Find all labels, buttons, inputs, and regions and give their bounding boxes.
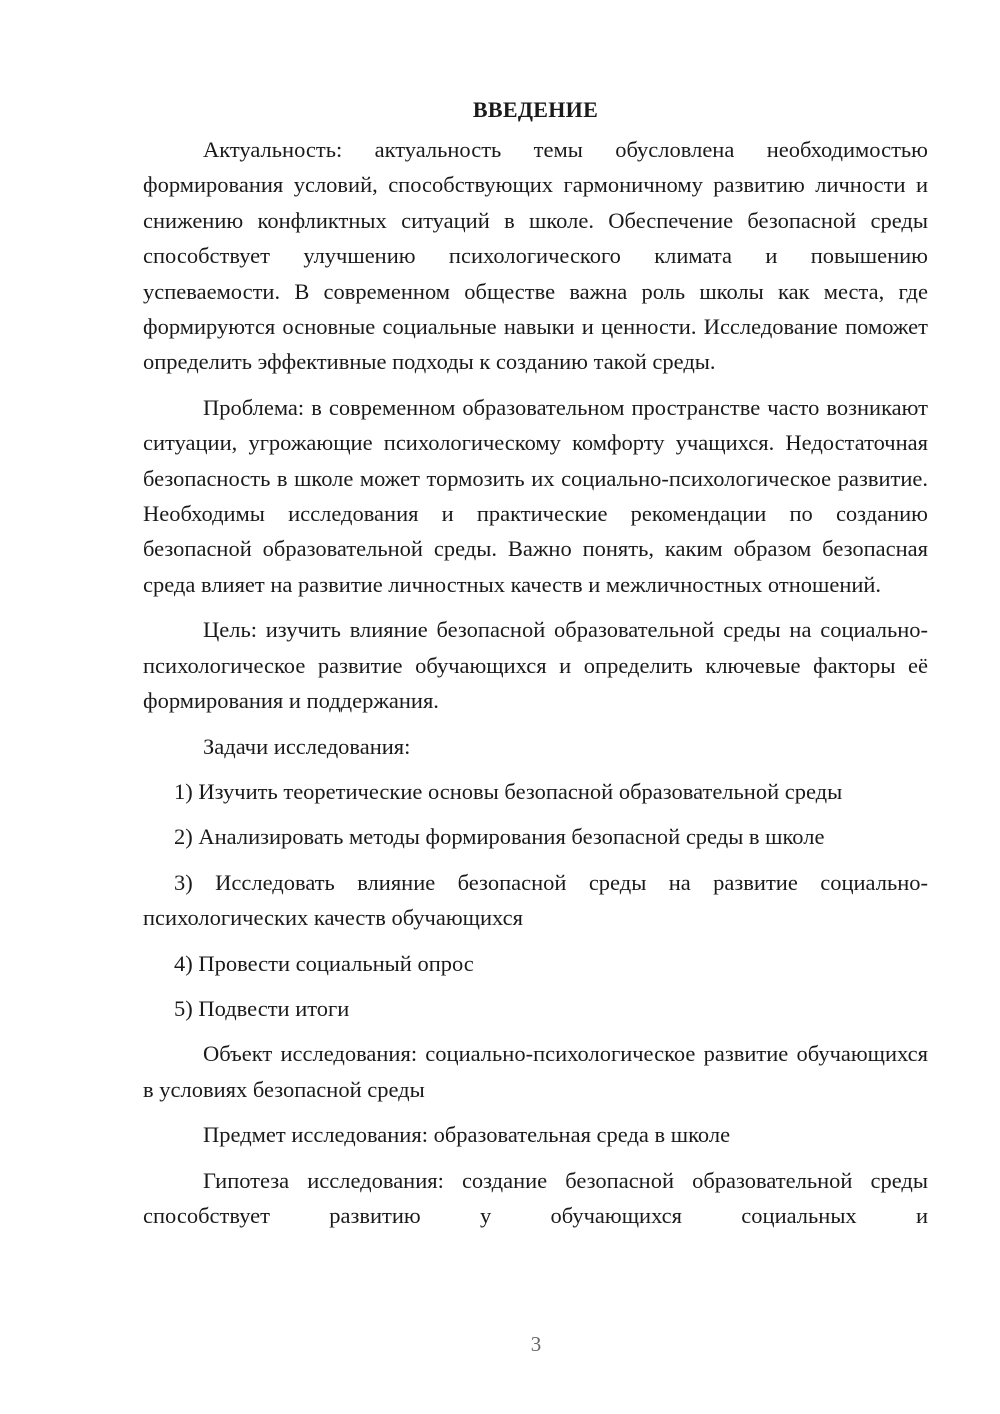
paragraph-problem: Проблема: в современном образовательном пространстве часто возникают ситуации, угрожающие психологическому комфорту учащихся. Недостаточная безопасность в школе может тормозить их социально-психологическое развитие. Необходимы исследования и практические рекомендации по созданию безопасной образовательной среды. Важно понять, каким образом безопасная среда влияет на развитие личностных качеств и межличностных отношений. — [143, 394, 928, 597]
paragraph-subject: Предмет исследования: образовательная среда в школе — [203, 1122, 731, 1148]
task-item-1: 1) Изучить теоретические основы безопасной образовательной среды — [174, 778, 843, 804]
paragraph-hypothesis: Гипотеза исследования: создание безопасной образовательной среды способствует развитию у обучающихся социальных и — [143, 1167, 928, 1228]
page-body — [143, 92, 928, 1243]
section-title: ВВЕДЕНИЕ — [472, 97, 599, 122]
paragraph-relevance: Актуальность: актуальность темы обусловлена необходимостью формирования условий, способствующих гармоничному развитию личности и снижению конфликтных ситуаций в школе. Обеспечение безопасной среды способствует улучшению психологического климата и повышению успеваемости. В современном обществе важна роль школы как места, где формируются основные социальные навыки и ценности. Исследование поможет определить эффективные подходы к созданию такой среды. — [143, 137, 928, 375]
paragraph-goal: Цель: изучить влияние безопасной образовательной среды на социально-психологическое развитие обучающихся и определить ключевые факторы её формирования и поддержания. — [143, 617, 928, 714]
task-item-4: 4) Провести социальный опрос — [174, 950, 474, 976]
task-item-3: 3) Исследовать влияние безопасной среды на развитие социально-психологических качеств обучающихся — [143, 869, 928, 931]
task-item-2: 2) Анализировать методы формирования безопасной среды в школе — [174, 824, 825, 850]
paragraph-tasks-heading: Задачи исследования: — [203, 733, 411, 759]
paragraph-object: Объект исследования: социально-психологическое развитие обучающихся в условиях безопасной среды — [143, 1041, 928, 1102]
page-number: 3 — [530, 1332, 542, 1356]
task-item-5: 5) Подвести итоги — [174, 995, 350, 1021]
